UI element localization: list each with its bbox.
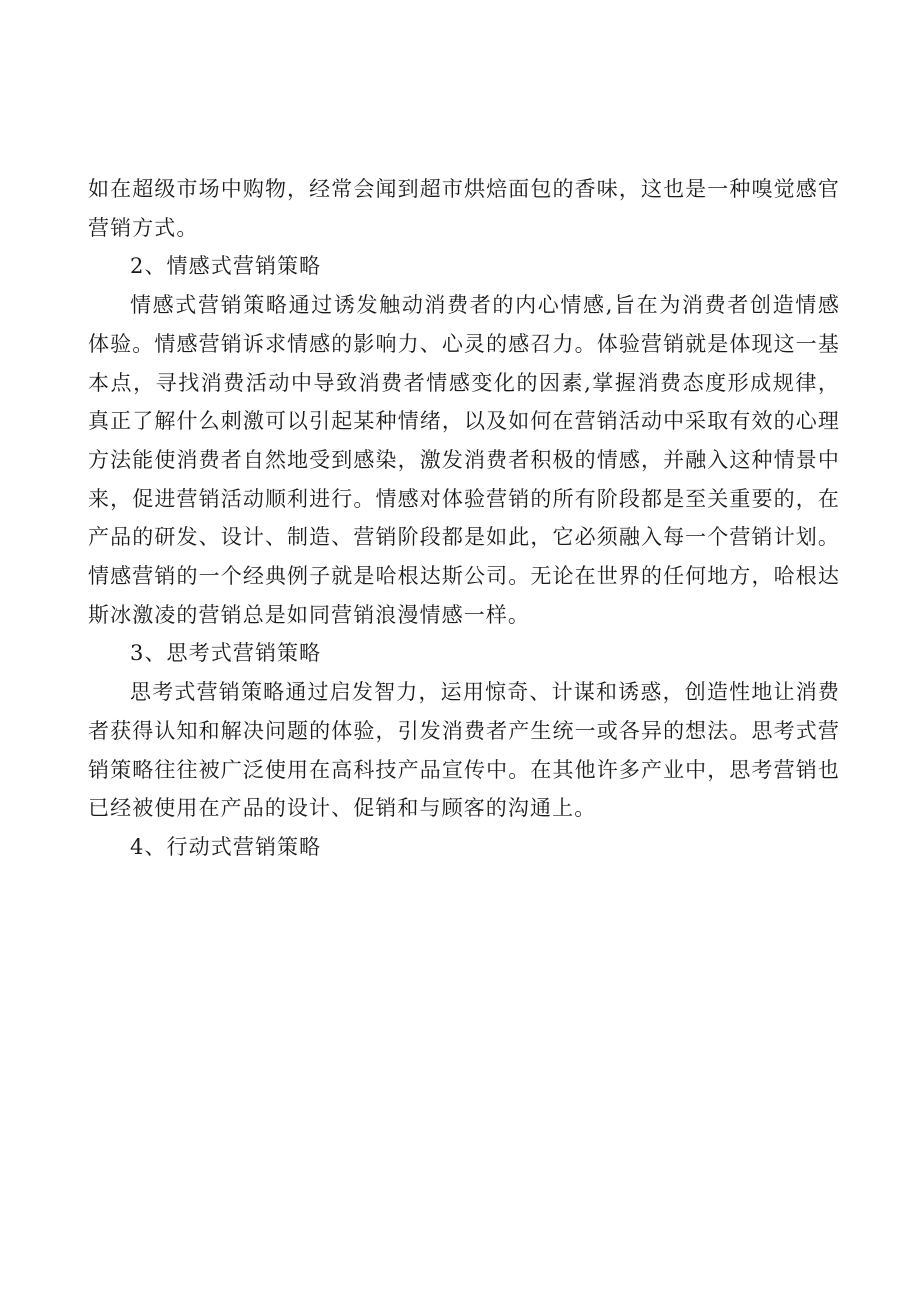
paragraph-sensory-example: 如在超级市场中购物，经常会闻到超市烘焙面包的香味，这也是一种嗅觉感官营销方式。 <box>88 177 840 240</box>
heading-emotional-strategy: 2、情感式营销策略 <box>130 254 322 279</box>
paragraph-emotional-strategy: 情感式营销策略通过诱发触动消费者的内心情感,旨在为消费者创造情感体验。情感营销诉求情感的影响力、心灵的感召力。体验营销就是体现这一基本点，寻找消费活动中导致消费者情感变化的因素,掌握消费态度形成规律，真正了解什么刺激可以引起某种情绪，以及如何在营销活动中采取有效的心理方法能使消费者自然地受到感染，激发消费者积极的情感，并融入这种情景中来，促进营销活动顺利进行。情感对体验营销的所有阶段都是至关重要的，在产品的研发、设计、制造、营销阶段都是如此，它必须融入每一个营销计划。情感营销的一个经典例子就是哈根达斯公司。无论在世界的任何地方，哈根达斯冰激凌的营销总是如同营销浪漫情感一样。 <box>88 293 840 627</box>
paragraph-thinking-strategy: 思考式营销策略通过启发智力，运用惊奇、计谋和诱惑，创造性地让消费者获得认知和解决问题的体验，引发消费者产生统一或各异的想法。思考式营销策略往往被广泛使用在高科技产品宣传中。在其他许多产业中，思考营销也已经被使用在产品的设计、促销和与顾客的沟通上。 <box>88 680 840 821</box>
heading-action-strategy: 4、行动式营销策略 <box>130 834 322 859</box>
heading-thinking-strategy: 3、思考式营销策略 <box>130 641 322 666</box>
document-body <box>88 170 840 867</box>
